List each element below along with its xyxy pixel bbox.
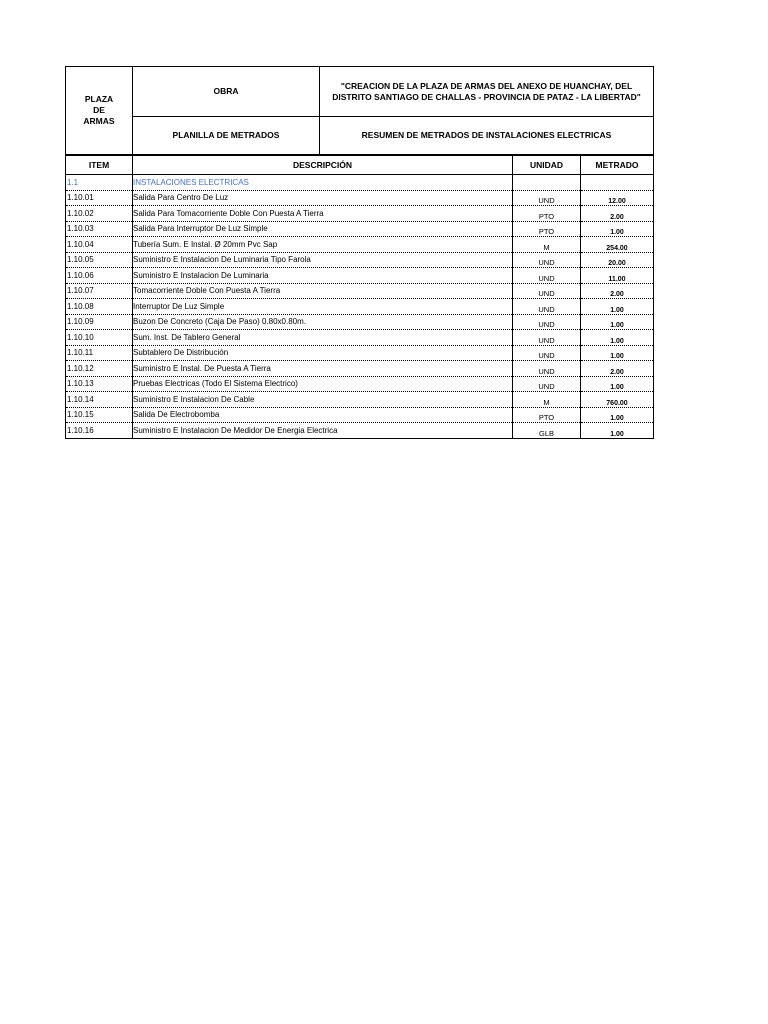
- row-metrado: 12.00: [581, 190, 654, 206]
- table-row: [66, 283, 654, 299]
- row-unidad: UND: [513, 190, 581, 206]
- column-header-unidad: UNIDAD: [513, 156, 581, 175]
- column-header-row: [66, 156, 654, 175]
- row-metrado: 2.00: [581, 361, 654, 377]
- metrados-table: [65, 155, 654, 439]
- row-item: 1.10.08: [66, 299, 133, 315]
- row-descripcion: Tomacorriente Doble Con Puesta A Tierra: [133, 283, 513, 299]
- row-descripcion: Suministro E Instalacion De Medidor De Energia Electrica: [133, 423, 513, 439]
- row-metrado: 1.00: [581, 330, 654, 346]
- row-metrado: 1.00: [581, 345, 654, 361]
- row-unidad: GLB: [513, 423, 581, 439]
- table-row: [66, 407, 654, 423]
- row-unidad: PTO: [513, 206, 581, 222]
- table-row: [66, 361, 654, 377]
- row-unidad: UND: [513, 330, 581, 346]
- row-item: 1.10.04: [66, 237, 133, 253]
- metrados-sheet: [65, 66, 653, 439]
- row-descripcion: Salida De Electrobomba: [133, 407, 513, 423]
- row-unidad: M: [513, 237, 581, 253]
- table-row: [66, 190, 654, 206]
- row-metrado: 2.00: [581, 206, 654, 222]
- row-descripcion: Suministro E Instalacion De Luminaria Tipo Farola: [133, 252, 513, 268]
- table-row: [66, 268, 654, 284]
- row-metrado: 1.00: [581, 376, 654, 392]
- table-row: [66, 299, 654, 315]
- row-descripcion: Tubería Sum. E Instal. Ø 20mm Pvc Sap: [133, 237, 513, 253]
- table-row: [66, 376, 654, 392]
- section-unidad: [513, 175, 581, 191]
- header-table: [65, 66, 654, 155]
- row-unidad: UND: [513, 361, 581, 377]
- row-descripcion: Salida Para Tomacorriente Doble Con Puesta A Tierra: [133, 206, 513, 222]
- row-item: 1.10.06: [66, 268, 133, 284]
- row-unidad: PTO: [513, 407, 581, 423]
- row-item: 1.10.03: [66, 221, 133, 237]
- row-metrado: 20.00: [581, 252, 654, 268]
- column-header-metrado: METRADO: [581, 156, 654, 175]
- section-row: [66, 175, 654, 191]
- resumen-label: RESUMEN DE METRADOS DE INSTALACIONES ELECTRICAS: [320, 117, 654, 155]
- row-descripcion: Buzon De Concreto (Caja De Paso) 0.80x0.80m.: [133, 314, 513, 330]
- table-row: [66, 206, 654, 222]
- obra-label: OBRA: [133, 67, 320, 117]
- row-unidad: UND: [513, 376, 581, 392]
- row-unidad: UND: [513, 252, 581, 268]
- row-metrado: 1.00: [581, 299, 654, 315]
- row-descripcion: Suministro E Instal. De Puesta A Tierra: [133, 361, 513, 377]
- row-unidad: UND: [513, 314, 581, 330]
- row-metrado: 1.00: [581, 314, 654, 330]
- table-row: [66, 423, 654, 439]
- row-item: 1.10.02: [66, 206, 133, 222]
- column-header-descripcion: DESCRIPCIÓN: [133, 156, 513, 175]
- row-unidad: M: [513, 392, 581, 408]
- row-unidad: UND: [513, 283, 581, 299]
- row-item: 1.10.07: [66, 283, 133, 299]
- planilla-label: PLANILLA DE METRADOS: [133, 117, 320, 155]
- table-row: [66, 237, 654, 253]
- row-item: 1.10.14: [66, 392, 133, 408]
- section-item: 1.1: [66, 175, 133, 191]
- row-metrado: 11.00: [581, 268, 654, 284]
- row-descripcion: Salida Para Interruptor De Luz Simple: [133, 221, 513, 237]
- row-item: 1.10.15: [66, 407, 133, 423]
- row-item: 1.10.05: [66, 252, 133, 268]
- row-item: 1.10.10: [66, 330, 133, 346]
- row-descripcion: Sum. Inst. De Tablero General: [133, 330, 513, 346]
- row-metrado: 1.00: [581, 407, 654, 423]
- row-metrado: 760.00: [581, 392, 654, 408]
- row-metrado: 2.00: [581, 283, 654, 299]
- row-descripcion: Suministro E Instalacion De Luminaria: [133, 268, 513, 284]
- row-unidad: UND: [513, 268, 581, 284]
- row-descripcion: Pruebas Electricas (Todo El Sistema Electrico): [133, 376, 513, 392]
- row-item: 1.10.11: [66, 345, 133, 361]
- table-row: [66, 314, 654, 330]
- row-item: 1.10.01: [66, 190, 133, 206]
- table-row: [66, 345, 654, 361]
- row-descripcion: Interruptor De Luz Simple: [133, 299, 513, 315]
- row-descripcion: Suministro E Instalacion De Cable: [133, 392, 513, 408]
- row-metrado: 1.00: [581, 221, 654, 237]
- row-item: 1.10.09: [66, 314, 133, 330]
- row-metrado: 1.00: [581, 423, 654, 439]
- table-row: [66, 252, 654, 268]
- obra-title: "CREACION DE LA PLAZA DE ARMAS DEL ANEXO DE HUANCHAY, DEL DISTRITO SANTIAGO DE CHALLAS - PROVINCIA DE PATAZ - LA LIBERTAD": [320, 67, 654, 117]
- section-descripcion: INSTALACIONES ELECTRICAS: [133, 175, 513, 191]
- row-unidad: UND: [513, 299, 581, 315]
- row-unidad: UND: [513, 345, 581, 361]
- row-item: 1.10.13: [66, 376, 133, 392]
- row-descripcion: Subtablero De Distribución: [133, 345, 513, 361]
- row-item: 1.10.16: [66, 423, 133, 439]
- column-header-item: ITEM: [66, 156, 133, 175]
- table-row: [66, 330, 654, 346]
- row-unidad: PTO: [513, 221, 581, 237]
- row-item: 1.10.12: [66, 361, 133, 377]
- table-row: [66, 221, 654, 237]
- row-descripcion: Salida Para Centro De Luz: [133, 190, 513, 206]
- table-row: [66, 392, 654, 408]
- row-metrado: 254.00: [581, 237, 654, 253]
- section-metrado: [581, 175, 654, 191]
- project-cell: PLAZA DE ARMAS: [66, 67, 133, 155]
